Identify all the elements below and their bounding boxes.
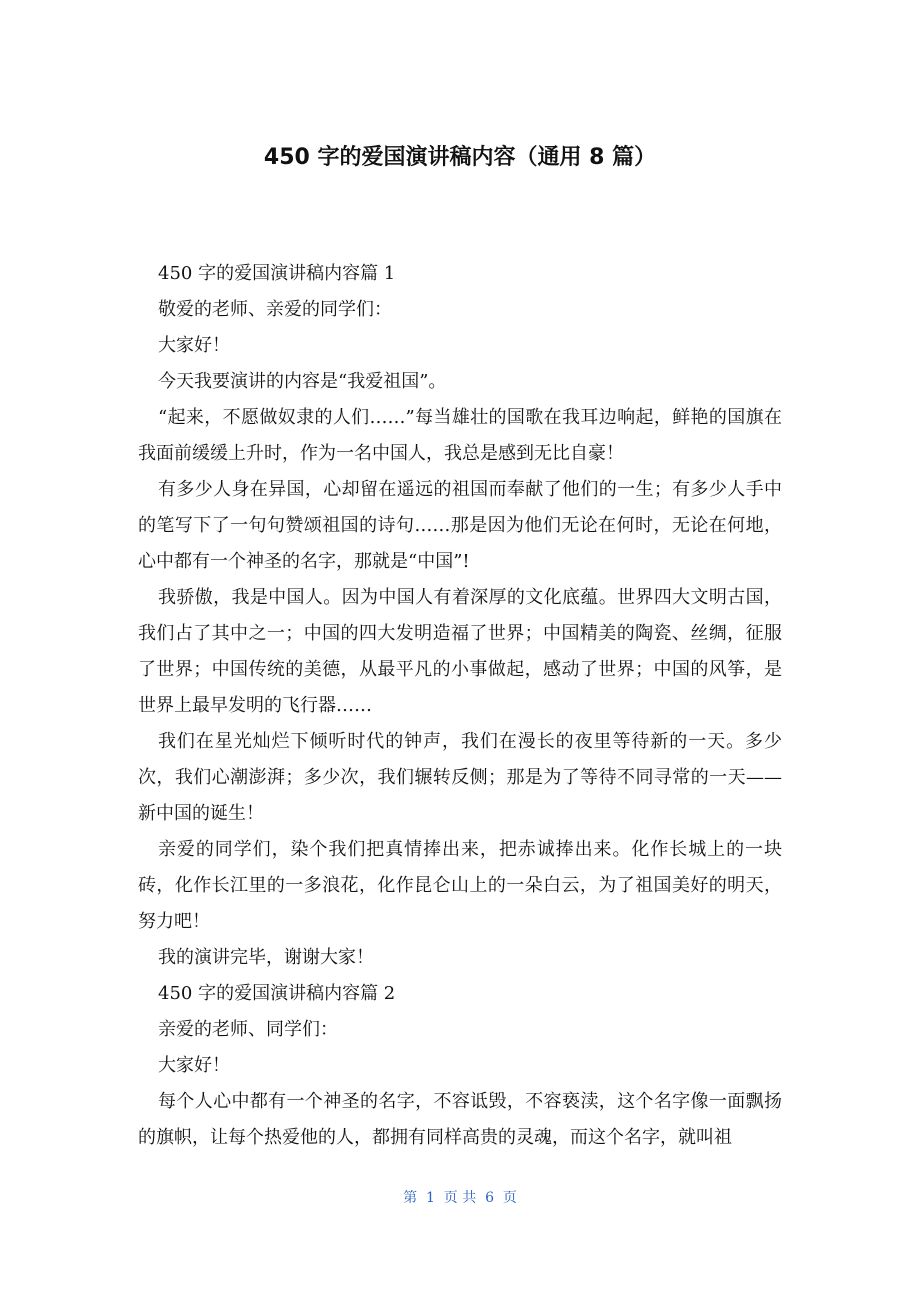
- paragraph: 亲爱的老师、同学们：: [158, 1019, 338, 1040]
- paragraph: 大家好！: [158, 335, 230, 356]
- paragraph: 亲爱的同学们，染个我们把真情捧出来，把赤诚捧出来。化作长城上的一块砖，化作长江里的一多浪花，化作昆仑山上的一朵白云，为了祖国美好的明天，努力吧！: [138, 839, 782, 932]
- paragraph: 有多少人身在异国，心却留在遥远的祖国而奉献了他们的一生；有多少人手中的笔写下了一句句赞颂祖国的诗句……那是因为他们无论在何时，无论在何地，心中都有一个神圣的名字，那就是“中国”!: [138, 479, 782, 572]
- paragraph: 大家好！: [158, 1055, 230, 1076]
- page-title: 450 字的爱国演讲稿内容（通用 8 篇）: [263, 145, 657, 170]
- paragraph: 我的演讲完毕，谢谢大家！: [158, 947, 374, 968]
- page-number: 第 1 页 共 6 页: [403, 1190, 517, 1206]
- document-body: [138, 256, 782, 1156]
- paragraph: 每个人心中都有一个神圣的名字，不容诋毁，不容亵渎，这个名字像一面飘扬的旗帜，让每个热爱他的人，都拥有同样高贵的灵魂，而这个名字，就叫祖: [138, 1091, 782, 1148]
- page-footer: [0, 1186, 920, 1210]
- paragraph: 450 字的爱国演讲稿内容篇 2: [158, 983, 396, 1004]
- paragraph: “起来，不愿做奴隶的人们……”每当雄壮的国歌在我耳边响起，鲜艳的国旗在我面前缓缓上升时，作为一名中国人，我总是感到无比自豪！: [138, 407, 782, 464]
- paragraph: 敬爱的老师、亲爱的同学们：: [158, 299, 392, 320]
- paragraph: 今天我要演讲的内容是“我爱祖国”。: [158, 371, 447, 392]
- paragraph: 我骄傲，我是中国人。因为中国人有着深厚的文化底蕴。世界四大文明古国，我们占了其中之一；中国的四大发明造福了世界；中国精美的陶瓷、丝绸，征服了世界；中国传统的美德，从最平凡的小事做起，感动了世界；中国的风筝，是世界上最早发明的飞行器……: [138, 587, 782, 716]
- paragraph: 450 字的爱国演讲稿内容篇 1: [158, 263, 396, 284]
- paragraph: 我们在星光灿烂下倾听时代的钟声，我们在漫长的夜里等待新的一天。多少次，我们心潮澎湃；多少次，我们辗转反侧；那是为了等待不同寻常的一天——新中国的诞生！: [138, 731, 782, 824]
